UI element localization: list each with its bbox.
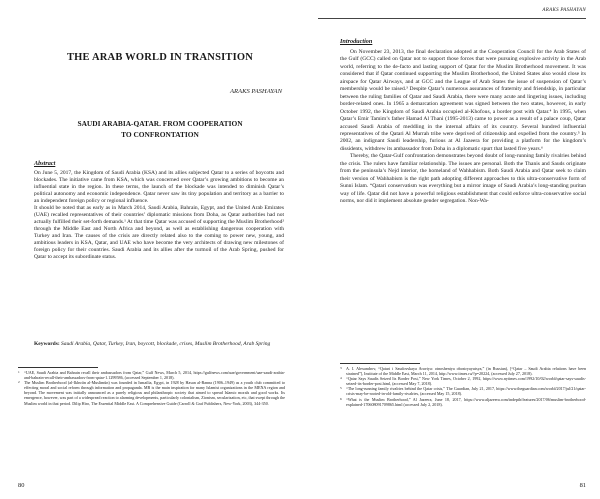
footnote-text: “The long-running family rivalries behind the Qatar crisis,” The Guardian, July 21, 2017, https://www.theguardian.com/world/2017/jul/21/qatar-crisis-may-be-rooted-in-old-family-rivalries, (accessed May 15, 2018).: [346, 386, 586, 397]
introduction-heading: Introduction: [340, 38, 373, 45]
footnote: [340, 366, 586, 376]
abstract-body: [34, 170, 284, 261]
footnote: [18, 380, 285, 405]
abstract-heading: Abstract: [34, 160, 56, 167]
body-paragraph: Thereby, the Qatar-Gulf confrontation demonstrates beyond doubt of long-running family rivalries behind the crisis. The rulers have familiar relationship. The issues are personal. Both the Thanis and Sauds originate from the peninsula’s Nejd interior, the homeland of Wahhabism. Both Saudi Arabia and Qatar seek to claim their version of Wahhabism is the right path adopting different approaches to this ultra-conservative form of Sunni Islam. “Qatari conservatism was everything but a mirror image of Saudi Arabia’s long-standing puritan way of life. Qatar did not have a powerful religious establishment that could enforce ultra-conservative social norms, nor did it implement absolute gender segregation. Non-Wa-: [340, 153, 586, 205]
footnotes: [18, 370, 285, 406]
subtitle-line-2: TO CONFRONTATION: [121, 130, 199, 139]
footnote-text: “UAE, Saudi Arabia and Bahrain recall their ambassadors from Qatar,” Gulf News, March 5, 2014, https://gulfnews.com/uae/government/uae-saudi-arabia-and-bahrain-recall-their-ambassadors-from-qatar-1.1299586, (accessed September 1, 2018).: [24, 370, 285, 381]
footnote: [340, 376, 586, 386]
article-title: THE ARAB WORLD IN TRANSITION: [66, 52, 254, 63]
right-page: [300, 0, 600, 499]
footnote: [340, 397, 586, 407]
author-name: ARAKS PASHAYAN: [230, 88, 282, 95]
footnote: [18, 370, 285, 380]
body-text: [340, 49, 586, 206]
keywords-label: Keywords:: [34, 341, 60, 347]
footnote-text: A. I. Alexandrov, “Qatari i Saudovskaya Araviya: otnosheniya obostryayutsya,” (in Russian), [“Qatar – Saudi Arabia relations have been strained”], Institute of the Middle East, March 11, 2014, http://www.iimes.ru/?p=20224, (accessed July 27, 2018).: [346, 366, 586, 377]
footnote-text: The Muslim Brotherhood (al-Ikhwān al-Muslimūn) was founded in Ismailia, Egypt, in 1928 by Hasan al-Banna (1906–1949) as a youth club committed to effecting moral and social reform through information and propaganda. MB is the main inspiration for many Islamist organizations in the MENA region and beyond. The movement was initially announced as a purely religious and philanthropic society that aimed to spread Islamic morals and good works. Its emergence, however, was part of a widespread reaction to alarming developments, particularly colonialism, Zionism, secularization, etc, that swept through the Muslim world in that period. Dilip Hiro, The Essential Middle East. A Comprehensive Guide (Carroll & Graf Publishers, New-York, 2003), 344-350.: [24, 380, 285, 406]
footnote-number: 6: [340, 396, 342, 401]
footnote-number: 1: [18, 370, 20, 374]
footnote-number: 4: [340, 376, 342, 381]
abstract-paragraph: It should be noted that as early as in March 2014, Saudi Arabia, Bahrain, Egypt, and the United Arab Emirates (UAE) recalled representatives of their countries’ diplomatic missions from Doha, as Qatar authorities had not actually fulfilled their set-forth demands.¹ At that time Qatar was accused of supporting the Muslim Brotherhood² through the Middle East and North Africa and beyond, as well as establishing dangerous cooperation with Turkey and Iran. The causes of the crisis are directly related also to the coming to power new, young, and ambitious leaders in KSA, Qatar, and UAE who have become the very architects of drawing new milestones of foreign policy for their countries. Saudi Arabia and its allies after the turmoil of the Arab Spring, pushed for Qatar to accept its subordinate status.: [34, 205, 284, 260]
chapter-subtitle: [30, 118, 290, 140]
footnote-divider: [340, 363, 420, 364]
page-number: 81: [579, 482, 586, 489]
footnotes: [340, 366, 586, 407]
footnote-divider: [18, 367, 98, 368]
footnote-text: “Qatar Says Saudis Seized Its Border Post,” New York Times, October 2, 1992, https://www.nytimes.com/1992/10/02/world/qatar-says-saudis-seized-its-border-post.html, (accessed May 7, 2018).: [346, 376, 586, 387]
header-rule: [318, 18, 586, 19]
footnote: [340, 386, 586, 396]
footnote-number: 2: [18, 380, 20, 385]
abstract-paragraph: On June 5, 2017, the Kingdom of Saudi Arabia (KSA) and its allies subjected Qatar to a series of boycotts and blockades. The initiative came from KSA, which was concerned over Qatar’s growing ambitions to become an influential state in the region. In these terms, the launch of the blockade was intended to diminish Qatar’s political autonomy and economic independence. Qatar never saw its tiny population and territory as a barrier to an independent foreign policy or regional influence.: [34, 170, 284, 204]
footnote-text: “What is the Muslim Brotherhood,” Al Jazeera, June 18, 2017, https://www.aljazeera.com/indepth/features/2017/06/muslim-brotherhood-explained-170608091709865.html (accessed July 2, 2018).: [346, 396, 586, 407]
subtitle-line-1: SAUDI ARABIA-QATAR. FROM COOPERATION: [77, 119, 243, 128]
page-number: 80: [18, 482, 25, 489]
body-paragraph: On November 23, 2013, the final declaration adopted at the Cooperation Council for the Arab States of the Gulf (GCC) called on Qatar not to support those forces that were pursuing explosive activity in the Arab world, referring to the de-facto and lasting support of Qatar for the Muslim Brotherhood movement. It was considered that if Qatar continued supporting the Muslim Brotherhood, the United States also would close its airspace for Qatar Airways, and at GCC and the League of Arab States the issue of suspension of Qatar’s membership would be raised.³ Despite Qatar’s numerous assurances of fraternity and friendship, in particular between the ruling families of Qatar and Saudi Arabia, there were many acute and lingering issues, including border-related ones. In 1965 a demarcation agreement was signed between the two states, however, in early October 1992, the Kingdom of Saudi Arabia occupied al-Khofous, a border post with Qatar.⁴ In 1995, when Qatar’s Emir Tamim’s father Hamad Al Thani (1995-2013) came to power as a result of a palace coup, Qatar accused Saudi Arabia of meddling in the internal affairs of its country. Several hundred influential representatives of the Qatari Al Murrah tribe were deprived of citizenship and expelled from the country.⁵ In 2002, an indignant Saudi leadership, furious at Al Jazeera for providing a platform for the kingdom’s dissidents, withdrew its ambassador from Doha in a diplomatic spurt that lasted five years.⁶: [340, 49, 586, 152]
keywords: [34, 341, 284, 348]
footnote-number: 5: [340, 386, 342, 391]
footnote-number: 3: [340, 366, 342, 370]
running-head: ARAKS PASHAYAN: [542, 8, 586, 13]
keywords-text: Saudi Arabia, Qatar, Turkey, Iran, boycott, blockade, crises, Muslim Brotherhood, Arab Spring: [61, 341, 271, 347]
